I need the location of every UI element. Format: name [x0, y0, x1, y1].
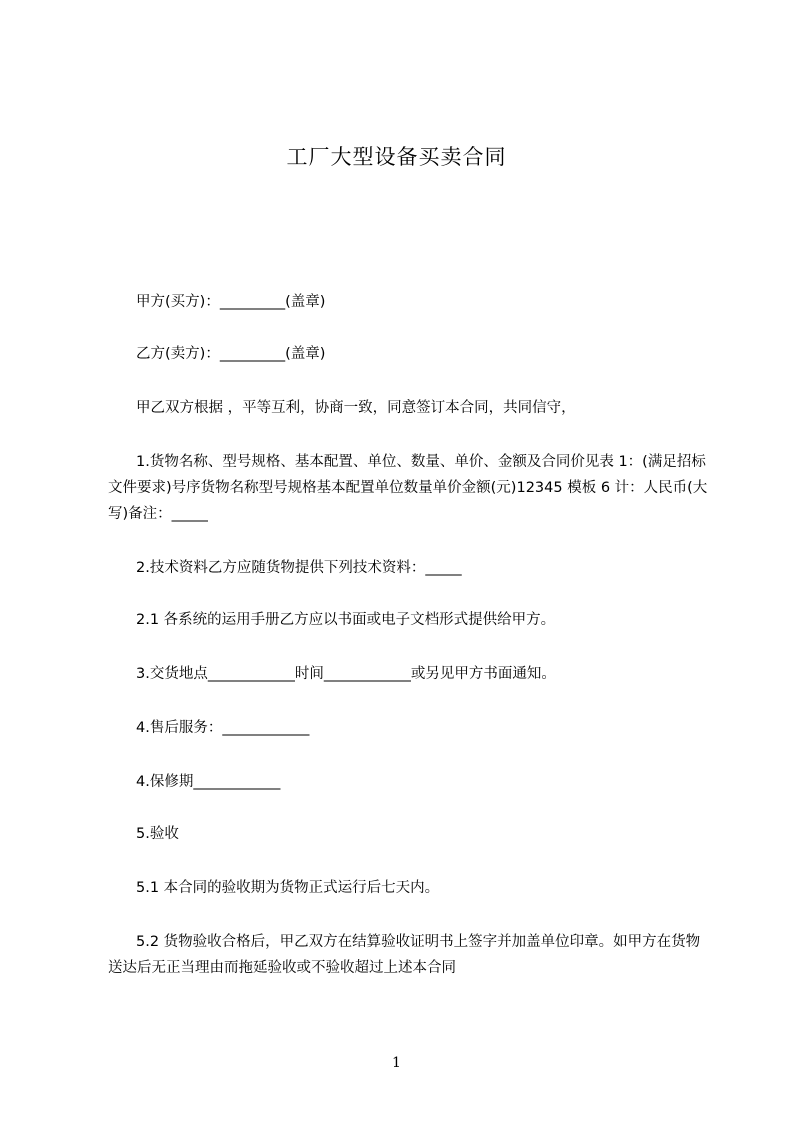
party-b-text: 乙方(卖方)：_________(盖章)	[136, 346, 326, 362]
paragraph-clause-5-2: 5.2 货物验收合格后，甲乙双方在结算验收证明书上签字并加盖单位印章。如甲方在货物送达后无正当理由而拖延验收或不验收超过上述本合同	[108, 934, 701, 976]
clause-5-text: 5.验收	[136, 826, 179, 842]
clause-4-warranty-text: 4.保修期____________	[136, 774, 281, 790]
paragraph-party-b	[108, 341, 708, 367]
paragraph-preamble	[108, 395, 708, 421]
paragraph-clause-5-1	[108, 875, 708, 901]
page-number: 1	[392, 1055, 401, 1071]
party-a-text: 甲方(买方)：_________(盖章)	[136, 294, 326, 310]
paragraph-clause-2	[108, 555, 708, 581]
paragraph-clause-5	[108, 821, 708, 847]
clause-5-1-text: 5.1 本合同的验收期为货物正式运行后七天内。	[136, 880, 440, 896]
clause-3-text: 3.交货地点____________时间____________或另见甲方书面通知。	[136, 666, 556, 682]
preamble-text: 甲乙双方根据 ，平等互利，协商一致，同意签订本合同，共同信守，	[136, 400, 576, 416]
paragraph-clause-4-service	[108, 715, 708, 741]
paragraph-clause-4-warranty	[108, 769, 708, 795]
document-title: 工厂大型设备买卖合同	[286, 145, 507, 169]
clause-2-1-text: 2.1 各系统的运用手册乙方应以书面或电子文档形式提供给甲方。	[136, 612, 556, 628]
clause-2-text: 2.技术资料乙方应随货物提供下列技术资料：_____	[136, 560, 462, 576]
paragraph-clause-3	[108, 661, 708, 687]
paragraph-clause-2-1	[108, 607, 708, 633]
paragraph-clause-1: 1.货物名称、型号规格、基本配置、单位、数量、单价、金额及合同价见表 1：(满足招标文件要求)号序货物名称型号规格基本配置单位数量单价金额(元)12345 模板 6 计：人民币(大写)备注：_____	[108, 454, 708, 522]
paragraph-party-a	[108, 289, 708, 315]
clause-4-service-text: 4.售后服务：____________	[136, 720, 310, 736]
